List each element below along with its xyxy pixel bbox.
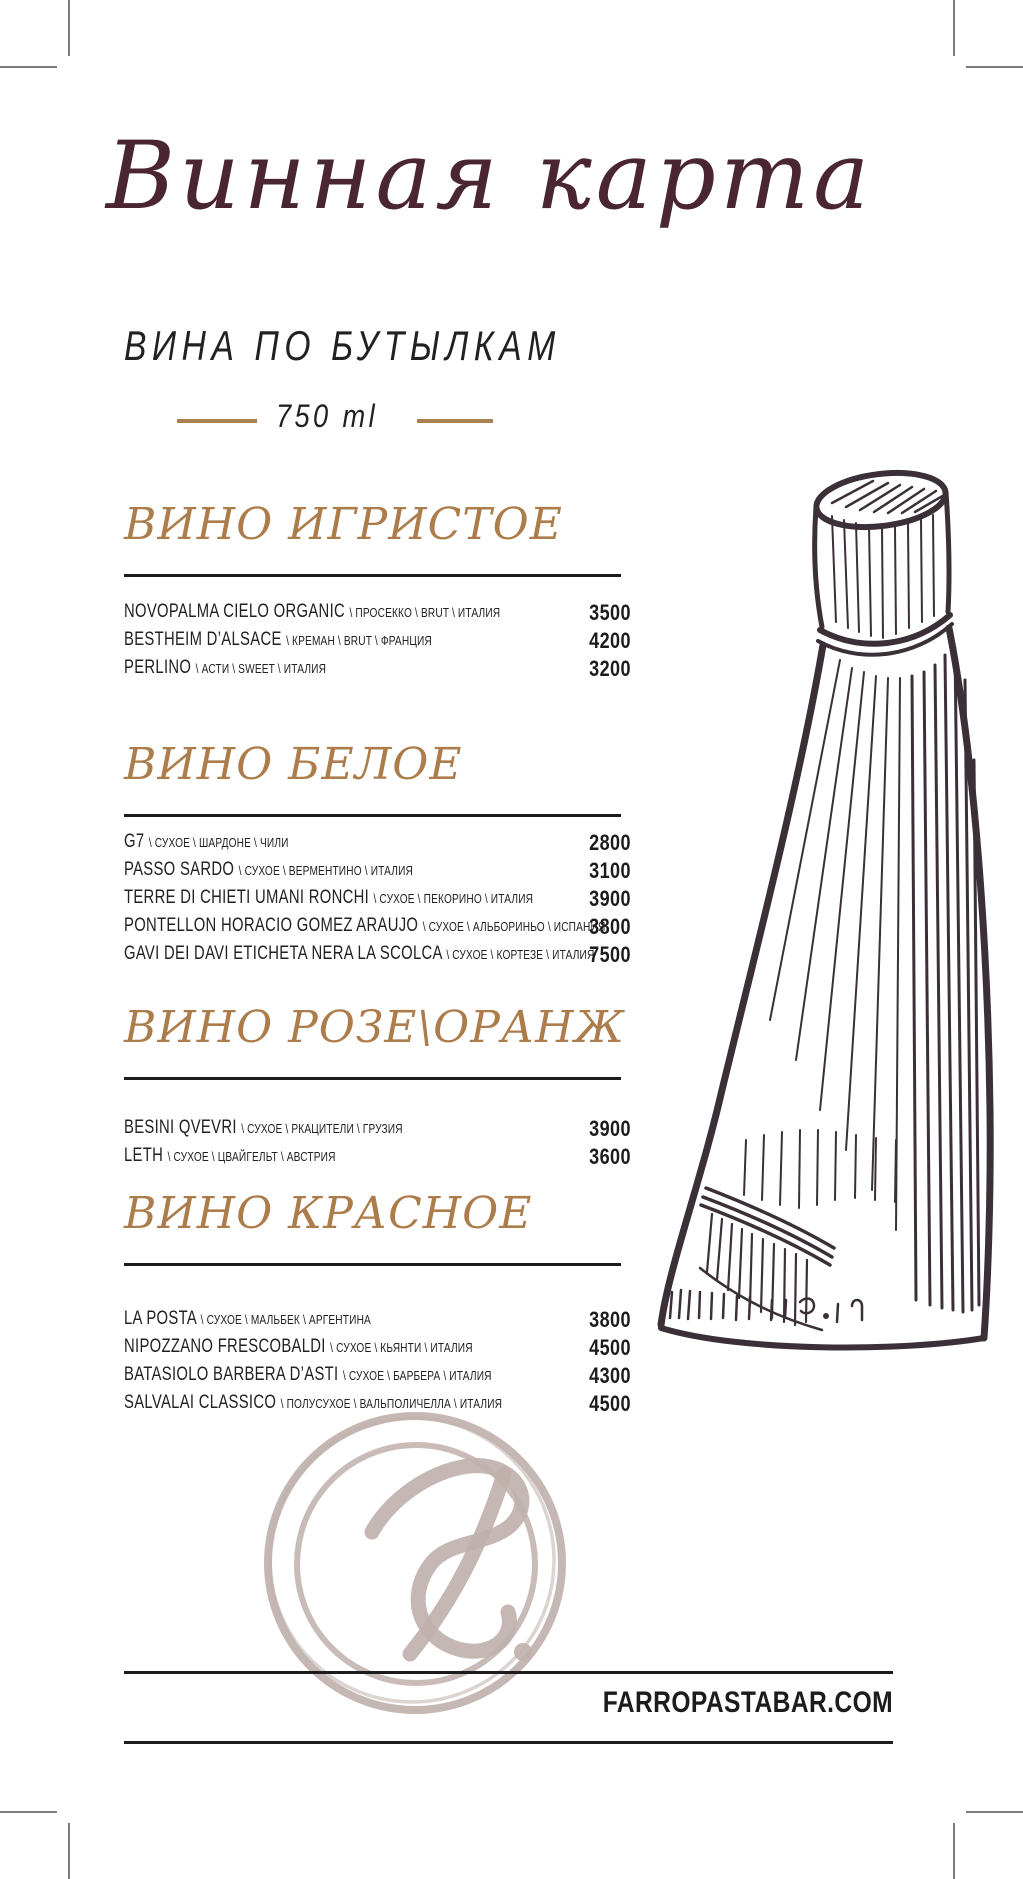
footer-divider-bottom <box>124 1741 893 1744</box>
wine-details: \ СУХОЕ \ ЦВАЙГЕЛЬТ \ АВСТРИЯ <box>167 1149 336 1164</box>
wine-section <box>124 1002 631 1169</box>
wine-price: 3900 <box>589 886 631 911</box>
footer-divider-top <box>124 1671 893 1674</box>
volume-dash-right <box>417 419 493 423</box>
wine-name: NIPOZZANO FRESCOBALDI <box>124 1336 331 1357</box>
section-title: ВИНО ИГРИСТОЕ <box>124 499 563 550</box>
wine-section <box>124 1188 631 1416</box>
wine-name-and-details <box>124 601 500 623</box>
wine-details: \ СУХОЕ \ ПЕКОРИНО \ ИТАЛИЯ <box>373 891 534 906</box>
wine-name-and-details <box>124 1336 473 1358</box>
wine-name: LETH <box>124 1145 168 1166</box>
wine-name-and-details <box>124 657 326 679</box>
section-title: ВИНО БЕЛОЕ <box>124 739 463 790</box>
wine-details: \ АСТИ \ SWEET \ ИТАЛИЯ <box>195 661 327 676</box>
wine-item <box>124 1361 631 1389</box>
section-divider <box>124 814 621 817</box>
wine-items <box>124 1305 631 1417</box>
wine-item <box>124 654 631 682</box>
wine-price: 4500 <box>589 1335 631 1360</box>
wine-name-and-details <box>124 629 432 651</box>
bottles-subtitle: ВИНА ПО БУТЫЛКАМ <box>124 322 561 369</box>
section-title: ВИНО КРАСНОЕ <box>124 1188 533 1239</box>
wine-details: \ СУХОЕ \ КЬЯНТИ \ ИТАЛИЯ <box>330 1340 473 1355</box>
wine-name: TERRE DI CHIETI UMANI RONCHI <box>124 887 374 908</box>
wine-name: NOVOPALMA CIELO ORGANIC <box>124 601 350 622</box>
wine-details: \ ПОЛУСУХОЕ \ ВАЛЬПОЛИЧЕЛЛА \ ИТАЛИЯ <box>280 1396 503 1411</box>
wine-item <box>124 1114 631 1142</box>
wine-details: \ СУХОЕ \ ШАРДОНЕ \ ЧИЛИ <box>148 835 289 850</box>
section-title: ВИНО РОЗЕ\ОРАНЖ <box>124 1002 625 1053</box>
wine-price: 3800 <box>589 1307 631 1332</box>
wine-name-and-details <box>124 887 533 909</box>
wine-price: 3100 <box>589 858 631 883</box>
website-url: FARROPASTABAR.COM <box>602 1686 893 1719</box>
wine-details: \ СУХОЕ \ ВЕРМЕНТИНО \ ИТАЛИЯ <box>238 863 414 878</box>
wine-details: \ СУХОЕ \ АЛЬБОРИНЬО \ ИСПАНИЯ <box>422 919 606 934</box>
wine-item <box>124 912 631 940</box>
wine-details: \ СУХОЕ \ КОРТЕЗЕ \ ИТАЛИЯ <box>446 947 595 962</box>
wine-name-and-details <box>124 1308 371 1330</box>
wine-price: 7500 <box>589 942 631 967</box>
wine-name-and-details <box>124 1392 502 1414</box>
section-divider <box>124 574 621 577</box>
wine-items <box>124 598 631 682</box>
wine-item <box>124 940 631 968</box>
wine-name-and-details <box>124 943 594 965</box>
wine-item <box>124 626 631 654</box>
wine-name: GAVI DEI DAVI ETICHETA NERA LA SCOLCA <box>124 943 447 964</box>
wine-price: 3600 <box>589 1144 631 1169</box>
wine-items <box>124 828 631 968</box>
wine-price: 4300 <box>589 1363 631 1388</box>
wine-name: SALVALAI CLASSICO <box>124 1392 281 1413</box>
wine-details: \ КРЕМАН \ BRUT \ ФРАНЦИЯ <box>286 633 432 648</box>
volume-dash-left <box>177 419 257 423</box>
wine-details: \ СУХОЕ \ МАЛЬБЕК \ АРГЕНТИНА <box>200 1312 371 1327</box>
wine-name-and-details <box>124 831 289 853</box>
wine-name-and-details <box>124 1145 336 1167</box>
wine-price: 3900 <box>589 1116 631 1141</box>
wine-name: BATASIOLO BARBERA D’ASTI <box>124 1364 343 1385</box>
section-divider <box>124 1263 621 1266</box>
wine-price: 2800 <box>589 830 631 855</box>
wine-items <box>124 1114 631 1170</box>
wine-details: \ ПРОСЕККО \ BRUT \ ИТАЛИЯ <box>349 605 501 620</box>
wine-item <box>124 598 631 626</box>
wine-details: \ СУХОЕ \ РКАЦИТЕЛИ \ ГРУЗИЯ <box>241 1121 403 1136</box>
section-divider <box>124 1077 621 1080</box>
wine-price: 3200 <box>589 656 631 681</box>
wine-price: 3500 <box>589 600 631 625</box>
wine-item <box>124 1389 631 1417</box>
wine-item <box>124 828 631 856</box>
wine-item <box>124 884 631 912</box>
wine-name: PASSO SARDO <box>124 859 239 880</box>
wine-name-and-details <box>124 1117 403 1139</box>
wine-name: PERLINO <box>124 657 196 678</box>
wine-name: BESTHEIM D’ALSACE <box>124 629 287 650</box>
wine-name: G7 <box>124 831 149 852</box>
wine-name: PONTELLON HORACIO GOMEZ ARAUJO <box>124 915 423 936</box>
wine-section <box>124 739 631 967</box>
wine-item <box>124 1305 631 1333</box>
wine-details: \ СУХОЕ \ БАРБЕРА \ ИТАЛИЯ <box>342 1368 492 1383</box>
wine-item <box>124 856 631 884</box>
wine-price: 4500 <box>589 1391 631 1416</box>
bottle-volume: 750 ml <box>276 398 379 434</box>
wine-price: 3800 <box>589 914 631 939</box>
wine-name-and-details <box>124 859 413 881</box>
wine-price: 4200 <box>589 628 631 653</box>
wine-name: LA POSTA <box>124 1308 201 1329</box>
wine-section <box>124 499 631 681</box>
page-title: Винная карта <box>106 122 874 231</box>
wine-item <box>124 1142 631 1170</box>
wine-name-and-details <box>124 1364 492 1386</box>
wine-name: BESINI QVEVRI <box>124 1117 242 1138</box>
wine-item <box>124 1333 631 1361</box>
wine-name-and-details <box>124 915 605 937</box>
